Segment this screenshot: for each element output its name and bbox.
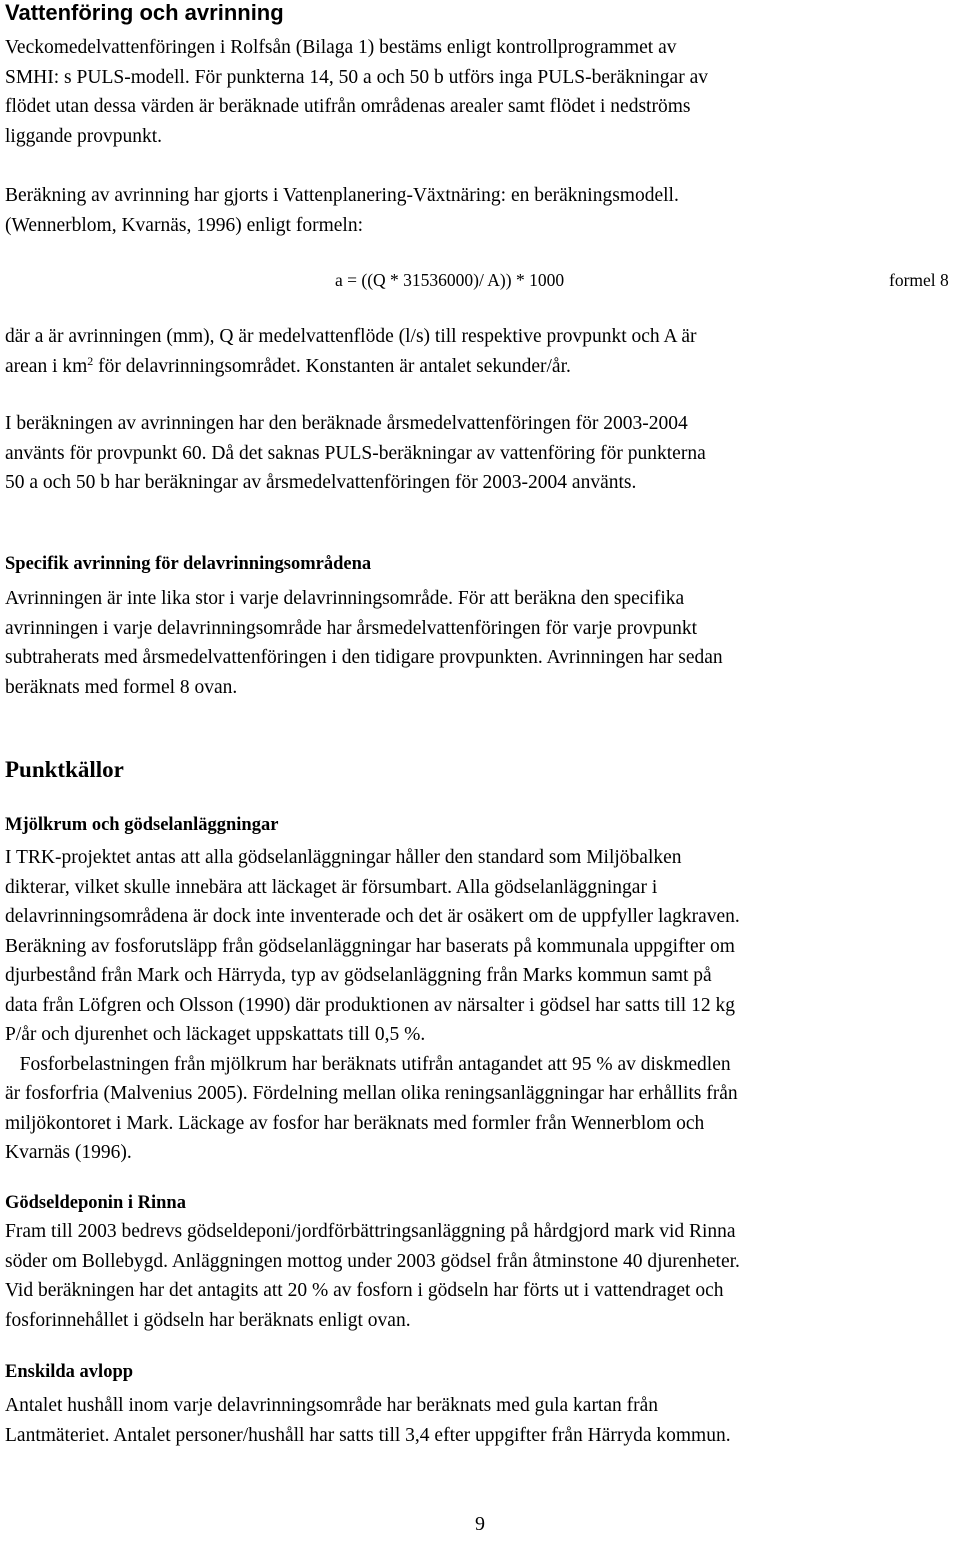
text-fragment: för delavrinningsområdet. Konstanten är antalet sekunder/år.	[93, 355, 571, 377]
text-line: Kvarnäs (1996).	[5, 1142, 132, 1163]
text-line: SMHI: s PULS-modell. För punkterna 14, 50 a och 50 b utförs inga PULS-beräkningar av	[5, 66, 708, 88]
text-fragment: arean i km	[5, 355, 88, 377]
formula: a = ((Q * 31536000)/ A)) * 1000	[335, 270, 565, 290]
text-line: (Wennerblom, Kvarnäs, 1996) enligt formeln:	[5, 214, 363, 236]
subheading-mjolkrum: Mjölkrum och gödselanläggningar	[5, 815, 279, 835]
paragraph-specifik-avrinning	[5, 584, 960, 702]
page-number: 9	[475, 1513, 485, 1535]
paragraph-enskilda-avlopp	[5, 1391, 960, 1450]
text-line: subtraherats med årsmedelvattenföringen i den tidigare provpunkten. Avrinningen har sedan	[5, 647, 723, 668]
section-heading-vattenforing: Vattenföring och avrinning	[5, 0, 284, 25]
text-line: dikterar, vilket skulle innebära att läckaget är försumbart. Alla gödselanläggningar i	[5, 876, 658, 898]
text-line: delavrinningsområdena är dock inte inventerade och det är osäkert om de uppfyller lagkraven.	[5, 906, 740, 927]
paragraph-veckomedelvattenforing	[5, 33, 960, 151]
superscript: 2	[87, 353, 94, 368]
text-line: Antalet hushåll inom varje delavrinningsområde har beräknats med gula kartan från	[5, 1395, 659, 1416]
paragraph-mjolkrum	[5, 843, 960, 1168]
text-line	[5, 352, 960, 382]
text-line: Fosforbelastningen från mjölkrum har beräknats utifrån antagandet att 95 % av diskmedlen	[5, 1053, 731, 1075]
text-line: söder om Bollebygd. Anläggningen mottog under 2003 gödsel från åtminstone 40 djurenheter.	[5, 1250, 740, 1272]
text-line: Avrinningen är inte lika stor i varje delavrinningsområde. För att beräkna den specifika	[5, 588, 685, 609]
text-line: 50 a och 50 b har beräkningar av årsmedelvattenföringen för 2003-2004 använts.	[5, 472, 637, 493]
text-line: liggande provpunkt.	[5, 125, 163, 147]
text-line: där a är avrinningen (mm), Q är medelvattenflöde (l/s) till respektive provpunkt och A är	[5, 326, 697, 347]
text-line: Vid beräkningen har det antagits att 20 % av fosforn i gödseln har förts ut i vattendraget och	[5, 1280, 724, 1301]
text-line: Fram till 2003 bedrevs gödseldeponi/jordförbättringsanläggning på hårdgjord mark vid Rinna	[5, 1221, 736, 1242]
text-line: data från Löfgren och Olsson (1990) där produktionen av närsalter i gödsel har satts till 12 kg	[5, 994, 735, 1016]
paragraph-berakning-avrinning	[5, 181, 960, 240]
text-line: fosforinnehållet i gödseln har beräknats enligt ovan.	[5, 1309, 411, 1331]
text-line: avrinningen i varje delavrinningsområde har årsmedelvattenföringen för varje provpunkt	[5, 617, 698, 639]
text-line: P/år och djurenhet och läckaget uppskattats till 0,5 %.	[5, 1024, 426, 1045]
section-heading-punktkallor: Punktkällor	[5, 757, 124, 782]
text-line: är fosforfria (Malvenius 2005). Fördelning mellan olika reningsanläggningar har erhållits från	[5, 1083, 738, 1104]
text-line: Beräkning av fosforutsläpp från gödselanläggningar har baserats på kommunala uppgifter om	[5, 935, 735, 957]
text-line: beräknats med formel 8 ovan.	[5, 676, 238, 698]
formula-label: formel 8	[889, 270, 949, 290]
text-line: använts för provpunkt 60. Då det saknas PULS-beräkningar av vattenföring för punkterna	[5, 442, 706, 464]
text-line: I TRK-projektet antas att alla gödselanläggningar håller den standard som Miljöbalken	[5, 847, 682, 868]
subheading-godseldeponin: Gödseldeponin i Rinna	[5, 1193, 186, 1213]
text-line: I beräkningen av avrinningen har den beräknade årsmedelvattenföringen för 2003-2004	[5, 413, 688, 434]
text-line: miljökontoret i Mark. Läckage av fosfor har beräknats med formler från Wennerblom och	[5, 1112, 705, 1134]
text-line: flödet utan dessa värden är beräknade utifrån områdenas arealer samt flödet i nedströms	[5, 96, 691, 117]
paragraph-formula-explanation	[5, 322, 960, 381]
text-line: Lantmäteriet. Antalet personer/hushåll har satts till 3,4 efter uppgifter från Härryda kommun.	[5, 1424, 731, 1446]
paragraph-godseldeponin	[5, 1217, 960, 1335]
text-line: Beräkning av avrinning har gjorts i Vattenplanering-Växtnäring: en beräkningsmodell.	[5, 185, 679, 206]
paragraph-arsmedelvattenforing	[5, 409, 960, 498]
text-line: Veckomedelvattenföringen i Rolfsån (Bilaga 1) bestäms enligt kontrollprogrammet av	[5, 37, 677, 58]
text-line: djurbestånd från Mark och Härryda, typ av gödselanläggning från Marks kommun samt på	[5, 965, 712, 986]
section-heading-specifik-avrinning: Specifik avrinning för delavrinningsområdena	[5, 554, 372, 574]
subheading-enskilda-avlopp: Enskilda avlopp	[5, 1362, 134, 1382]
